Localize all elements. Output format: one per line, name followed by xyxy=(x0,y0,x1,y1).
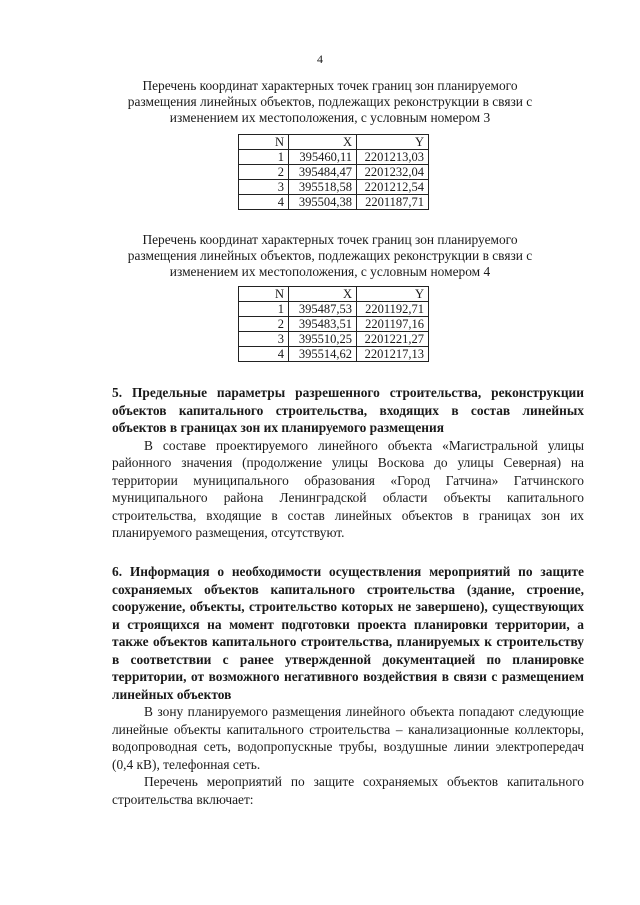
cell-n: 1 xyxy=(239,150,289,165)
cell-y: 2201212,54 xyxy=(357,180,429,195)
caption-line: размещения линейных объектов, подлежащих реконструкции в связи с xyxy=(127,94,533,109)
cell-x: 395514,62 xyxy=(289,347,357,362)
cell-y: 2201232,04 xyxy=(357,165,429,180)
table-row xyxy=(239,317,429,332)
caption-line: изменением их местоположения, с условным номером 3 xyxy=(169,110,491,125)
cell-y: 2201192,71 xyxy=(357,302,429,317)
section-6-paragraph-2: Перечень мероприятий по защите сохраняемых объектов капитального строительства включает: xyxy=(112,774,584,807)
section-5-paragraph: В составе проектируемого линейного объекта «Магистральной улицы районного значения (продолжение улицы Воскова до улицы Северная) на территории муниципального образования «Город Гатчина» Гатчинского муниципального района Ленинградской области объекты капитального строительства, входящие в состав линейных объектов в границах зон их планируемого размещения, отсутствуют. xyxy=(112,437,584,540)
page-number: 4 xyxy=(317,52,323,66)
cell-x: 395510,25 xyxy=(289,332,357,347)
caption-line: размещения линейных объектов, подлежащих реконструкции в связи с xyxy=(127,248,533,263)
table-row xyxy=(239,332,429,347)
caption-line: Перечень координат характерных точек границ зон планируемого xyxy=(142,232,518,247)
cell-y: 2201213,03 xyxy=(357,150,429,165)
table-row xyxy=(239,195,429,210)
cell-x: 395483,51 xyxy=(289,317,357,332)
cell-n: 3 xyxy=(239,180,289,195)
cell-y: 2201221,27 xyxy=(357,332,429,347)
cell-x: 395484,47 xyxy=(289,165,357,180)
table-row xyxy=(239,180,429,195)
table-row xyxy=(239,347,429,362)
header-y: Y xyxy=(357,287,429,302)
cell-x: 395487,53 xyxy=(289,302,357,317)
cell-x: 395518,58 xyxy=(289,180,357,195)
cell-n: 4 xyxy=(239,195,289,210)
table-row xyxy=(239,150,429,165)
cell-y: 2201197,16 xyxy=(357,317,429,332)
cell-y: 2201217,13 xyxy=(357,347,429,362)
cell-x: 395504,38 xyxy=(289,195,357,210)
header-n: N xyxy=(239,287,289,302)
caption-line: Перечень координат характерных точек границ зон планируемого xyxy=(142,78,518,93)
section-5-heading: 5. Предельные параметры разрешенного строительства, реконструкции объектов капитального строительства, входящих в состав линейных объектов в границах зон их планируемого размещения xyxy=(112,385,584,435)
section-6 xyxy=(112,563,584,808)
header-n: N xyxy=(239,135,289,150)
section-5 xyxy=(112,384,584,542)
cell-y: 2201187,71 xyxy=(357,195,429,210)
cell-x: 395460,11 xyxy=(289,150,357,165)
coordinates-table-4 xyxy=(238,286,429,362)
table-header-row xyxy=(239,135,429,150)
header-y: Y xyxy=(357,135,429,150)
caption-line: изменением их местоположения, с условным номером 4 xyxy=(169,264,491,279)
table-caption-3 xyxy=(110,78,550,126)
table-header-row xyxy=(239,287,429,302)
cell-n: 2 xyxy=(239,165,289,180)
cell-n: 2 xyxy=(239,317,289,332)
cell-n: 4 xyxy=(239,347,289,362)
table-row xyxy=(239,165,429,180)
header-x: X xyxy=(289,135,357,150)
cell-n: 1 xyxy=(239,302,289,317)
cell-n: 3 xyxy=(239,332,289,347)
coordinates-table-3 xyxy=(238,134,429,210)
section-6-heading: 6. Информация о необходимости осуществления мероприятий по защите сохраняемых объектов капитального строительства (здание, строение, сооружение, объекты, строительство которых не завершено), существующих и строящихся на момент подготовки проекта планировки территории, а также объектов капитального строительства, планируемых к строительству в соответствии с ранее утвержденной документацией по планировке территории, от возможного негативного воздействия в связи с размещением линейных объектов xyxy=(112,564,584,702)
table-caption-4 xyxy=(110,232,550,280)
section-6-paragraph-1: В зону планируемого размещения линейного объекта попадают следующие линейные объекты капитального строительства – канализационные коллекторы, водопроводная сеть, водопропускные трубы, воздушные линии электропередач (0,4 кВ), телефонная сеть. xyxy=(112,704,584,772)
table-row xyxy=(239,302,429,317)
header-x: X xyxy=(289,287,357,302)
